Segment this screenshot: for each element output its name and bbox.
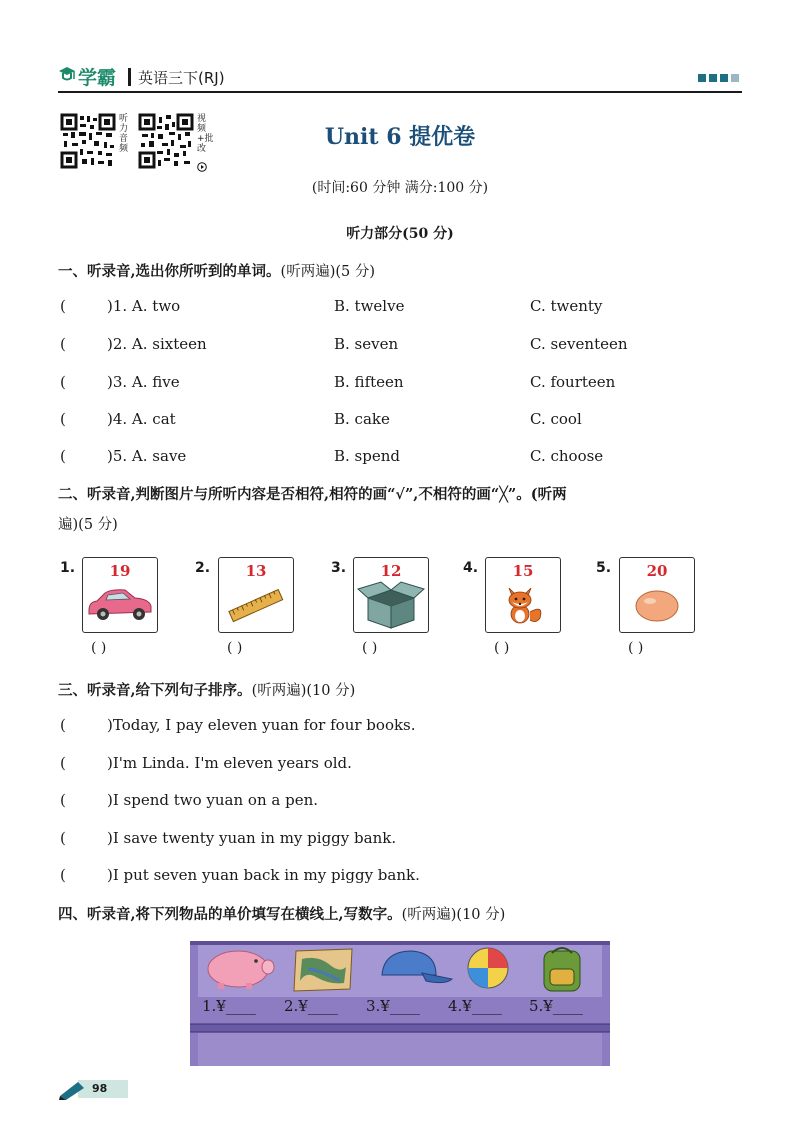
- picture-label: 1.: [60, 560, 76, 576]
- section-3-note: (听两遍)(10 分): [251, 683, 356, 699]
- picture-card: [619, 557, 695, 633]
- answer-paren[interactable]: (: [60, 829, 66, 847]
- price-blank[interactable]: 3.¥____: [366, 997, 420, 1015]
- price-blank[interactable]: 1.¥____: [202, 997, 256, 1015]
- picture-card: [485, 557, 561, 633]
- answer-paren[interactable]: ( ): [227, 640, 243, 656]
- option-a: )1. A. two: [107, 297, 181, 315]
- picture-card: [82, 557, 158, 633]
- map-icon: [294, 949, 352, 991]
- sentence: )I put seven yuan back in my piggy bank.: [107, 866, 420, 884]
- section-3-heading: [58, 679, 355, 700]
- answer-paren[interactable]: (: [60, 373, 66, 391]
- brand-logo: [58, 62, 116, 90]
- answer-paren[interactable]: ( ): [628, 640, 644, 656]
- book-subtitle: 英语三下(RJ): [138, 69, 225, 87]
- picture-number: 13: [245, 562, 267, 580]
- qr-caption-video: 视频+批改: [197, 114, 214, 154]
- answer-paren[interactable]: (: [60, 866, 66, 884]
- option-c: C. seventeen: [530, 335, 628, 353]
- answer-paren[interactable]: (: [60, 754, 66, 772]
- price-blank[interactable]: 5.¥____: [529, 997, 583, 1015]
- header-rule: [58, 91, 742, 93]
- section-4-heading: [58, 903, 505, 924]
- page-title: Unit 6 提优卷: [324, 124, 476, 150]
- section-1-title: 一、听录音,选出你所听到的单词。: [58, 263, 281, 280]
- sentence: )Today, I pay eleven yuan for four books.: [107, 716, 416, 734]
- picture-label: 2.: [195, 560, 211, 576]
- option-a: )2. A. sixteen: [107, 335, 207, 353]
- answer-paren[interactable]: ( ): [91, 640, 107, 656]
- answer-paren[interactable]: (: [60, 447, 66, 465]
- answer-paren[interactable]: ( ): [362, 640, 378, 656]
- ball-icon: [468, 948, 508, 988]
- option-b: B. fifteen: [334, 373, 404, 391]
- picture-label: 5.: [596, 560, 612, 576]
- option-b: B. seven: [334, 335, 399, 353]
- section-3-title: 三、听录音,给下列句子排序。: [58, 682, 252, 699]
- option-b: B. cake: [334, 410, 390, 428]
- brand-text: 学霸: [78, 66, 117, 89]
- option-b: B. twelve: [334, 297, 405, 315]
- option-a: )3. A. five: [107, 373, 180, 391]
- sentence: )I'm Linda. I'm eleven years old.: [107, 754, 352, 772]
- header-square: [698, 74, 706, 82]
- header-square: [731, 74, 739, 82]
- section-4-note: (听两遍)(10 分): [401, 907, 506, 923]
- option-a: )4. A. cat: [107, 410, 176, 428]
- section-2-heading-line1: 二、听录音,判断图片与所听内容是否相符,相符的画“√”,不相符的画“╳”。(听两: [58, 486, 567, 503]
- price-blank[interactable]: 4.¥____: [448, 997, 502, 1015]
- option-c: C. twenty: [530, 297, 603, 315]
- option-c: C. cool: [530, 410, 582, 428]
- answer-paren[interactable]: (: [60, 791, 66, 809]
- answer-paren[interactable]: (: [60, 716, 66, 734]
- play-icon: [197, 162, 207, 172]
- option-c: C. choose: [530, 447, 604, 465]
- section-2-heading: [58, 480, 758, 540]
- section-1-heading: [58, 260, 375, 281]
- picture-number: 12: [380, 562, 402, 580]
- header-square: [720, 74, 728, 82]
- picture-number: 19: [109, 562, 131, 580]
- listening-part-heading: 听力部分(50 分): [346, 226, 454, 242]
- picture-number: 20: [646, 562, 668, 580]
- graduation-cap-icon: [58, 65, 76, 87]
- option-c: C. fourteen: [530, 373, 616, 391]
- section-2-heading-line2: 遍)(5 分): [58, 517, 118, 533]
- picture-number: 15: [512, 562, 534, 580]
- section-4-title: 四、听录音,将下列物品的单价填写在横线上,写数字。: [58, 906, 402, 923]
- sentence: )I spend two yuan on a pen.: [107, 791, 319, 809]
- page-number: 98: [92, 1082, 108, 1095]
- sentence: )I save twenty yuan in my piggy bank.: [107, 829, 397, 847]
- header-divider: [128, 68, 131, 86]
- section-1-note: (听两遍)(5 分): [280, 264, 376, 280]
- exam-time-score: (时间:60 分钟 满分:100 分): [311, 180, 489, 196]
- answer-paren[interactable]: ( ): [494, 640, 510, 656]
- answer-paren[interactable]: (: [60, 335, 66, 353]
- picture-label: 4.: [463, 560, 479, 576]
- page-header: [58, 62, 742, 92]
- picture-card: [353, 557, 429, 633]
- header-square: [709, 74, 717, 82]
- backpack-icon: [544, 948, 580, 991]
- picture-card: [218, 557, 294, 633]
- answer-paren[interactable]: (: [60, 410, 66, 428]
- option-b: B. spend: [334, 447, 400, 465]
- answer-paren[interactable]: (: [60, 297, 66, 315]
- option-a: )5. A. save: [107, 447, 187, 465]
- price-blank[interactable]: 2.¥____: [284, 997, 338, 1015]
- qr-caption-audio: 听力音频: [119, 114, 129, 154]
- picture-label: 3.: [331, 560, 347, 576]
